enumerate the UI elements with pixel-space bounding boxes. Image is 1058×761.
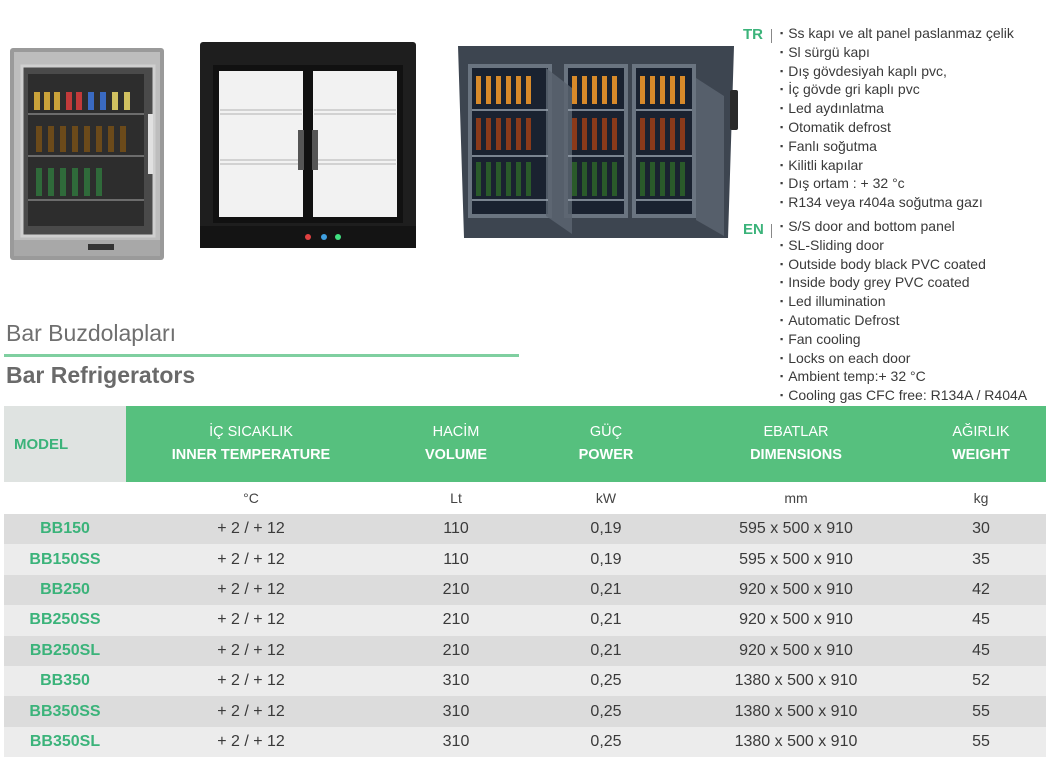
unit-row <box>4 482 1046 514</box>
weight-cell: 55 <box>916 696 1046 726</box>
table-row <box>4 575 1046 605</box>
table-row <box>4 666 1046 696</box>
temperature-cell: + 2 / + 12 <box>126 575 376 605</box>
column-header-weight <box>916 406 1046 482</box>
dimensions-cell: 1380 x 500 x 910 <box>676 696 916 726</box>
model-cell: BB150 <box>4 514 126 544</box>
temperature-cell: + 2 / + 12 <box>126 514 376 544</box>
tr-feature-item: ▪ Sl sürgü kapı <box>780 44 1014 63</box>
en-feature-item: ▪ Locks on each door <box>780 350 1027 369</box>
model-cell: BB250SS <box>4 605 126 635</box>
column-header-en: WEIGHT <box>952 447 1010 463</box>
temperature-cell: + 2 / + 12 <box>126 544 376 574</box>
tr-language-code: TR <box>743 26 763 43</box>
unit-cell: kg <box>916 482 1046 514</box>
unit-cell-empty <box>4 482 126 514</box>
column-header-tr: EBATLAR <box>763 424 829 440</box>
single-door-bar-fridge-image <box>8 44 166 262</box>
table-body <box>4 514 1046 757</box>
weight-cell: 45 <box>916 636 1046 666</box>
en-feature-item: ▪ Cooling gas CFC free: R134A / R404A <box>780 387 1027 406</box>
tr-feature-item: ▪ Kilitli kapılar <box>780 157 1014 176</box>
dimensions-cell: 1380 x 500 x 910 <box>676 727 916 757</box>
en-feature-item: ▪ Ambient temp:+ 32 °C <box>780 368 1027 387</box>
weight-cell: 42 <box>916 575 1046 605</box>
column-header-en: DIMENSIONS <box>750 447 842 463</box>
table-row <box>4 605 1046 635</box>
dimensions-cell: 920 x 500 x 910 <box>676 605 916 635</box>
tr-feature-item: ▪ İç gövde gri kaplı pvc <box>780 81 1014 100</box>
column-header-en: POWER <box>578 447 634 463</box>
en-feature-item: ▪ Led illumination <box>780 293 1027 312</box>
dimensions-cell: 920 x 500 x 910 <box>676 636 916 666</box>
dimensions-cell: 1380 x 500 x 910 <box>676 666 916 696</box>
model-cell: BB250 <box>4 575 126 605</box>
model-cell: BB150SS <box>4 544 126 574</box>
column-header-en: VOLUME <box>424 447 488 463</box>
unit-cell: mm <box>676 482 916 514</box>
tr-feature-list <box>780 25 1014 213</box>
en-feature-item: ▪ SL-Sliding door <box>780 237 1027 256</box>
en-language-code: EN <box>743 221 764 238</box>
page-title-en: Bar Refrigerators <box>6 362 196 388</box>
page-title-tr: Bar Buzdolapları <box>6 320 177 346</box>
power-cell: 0,21 <box>536 605 676 635</box>
triple-door-bar-fridge-image <box>448 38 744 242</box>
table-header-row <box>4 406 1046 482</box>
temperature-cell: + 2 / + 12 <box>126 666 376 696</box>
sliding-door-bar-fridge-image <box>198 40 418 250</box>
temperature-cell: + 2 / + 12 <box>126 636 376 666</box>
en-code-separator <box>771 224 772 238</box>
column-header-tr: İÇ SICAKLIK <box>209 424 293 440</box>
tr-feature-item: ▪ Dış ortam : + 32 °c <box>780 175 1014 194</box>
weight-cell: 35 <box>916 544 1046 574</box>
volume-cell: 310 <box>376 727 536 757</box>
volume-cell: 310 <box>376 696 536 726</box>
power-cell: 0,25 <box>536 696 676 726</box>
column-header-model: MODEL <box>4 406 126 482</box>
title-divider <box>4 354 519 357</box>
power-cell: 0,19 <box>536 514 676 544</box>
table-row <box>4 514 1046 544</box>
column-header-tr: GÜÇ <box>589 424 623 440</box>
temperature-cell: + 2 / + 12 <box>126 696 376 726</box>
model-cell: BB350SL <box>4 727 126 757</box>
temperature-cell: + 2 / + 12 <box>126 605 376 635</box>
temperature-cell: + 2 / + 12 <box>126 727 376 757</box>
column-header-power <box>536 406 676 482</box>
column-header-volume <box>376 406 536 482</box>
column-header-tr: HACİM <box>432 424 480 440</box>
tr-feature-item: ▪ Led aydınlatma <box>780 100 1014 119</box>
power-cell: 0,21 <box>536 636 676 666</box>
power-cell: 0,25 <box>536 666 676 696</box>
en-feature-item: ▪ Outside body black PVC coated <box>780 256 1027 275</box>
weight-cell: 30 <box>916 514 1046 544</box>
power-cell: 0,19 <box>536 544 676 574</box>
unit-cell: Lt <box>376 482 536 514</box>
model-cell: BB250SL <box>4 636 126 666</box>
table-row <box>4 636 1046 666</box>
volume-cell: 210 <box>376 605 536 635</box>
tr-feature-item: ▪ Ss kapı ve alt panel paslanmaz çelik <box>780 25 1014 44</box>
power-cell: 0,21 <box>536 575 676 605</box>
weight-cell: 45 <box>916 605 1046 635</box>
dimensions-cell: 595 x 500 x 910 <box>676 544 916 574</box>
tr-feature-item: ▪ Fanlı soğutma <box>780 138 1014 157</box>
volume-cell: 110 <box>376 514 536 544</box>
volume-cell: 210 <box>376 636 536 666</box>
tr-feature-item: ▪ R134 veya r404a soğutma gazı <box>780 194 1014 213</box>
en-feature-item: ▪ Fan cooling <box>780 331 1027 350</box>
unit-cell: kW <box>536 482 676 514</box>
unit-cell: °C <box>126 482 376 514</box>
weight-cell: 55 <box>916 727 1046 757</box>
column-header-en: INNER TEMPERATURE <box>171 447 331 463</box>
en-feature-item: ▪ Automatic Defrost <box>780 312 1027 331</box>
dimensions-cell: 920 x 500 x 910 <box>676 575 916 605</box>
tr-code-separator <box>771 29 772 43</box>
spec-table <box>4 406 1046 757</box>
power-cell: 0,25 <box>536 727 676 757</box>
volume-cell: 310 <box>376 666 536 696</box>
table-row <box>4 544 1046 574</box>
model-cell: BB350SS <box>4 696 126 726</box>
tr-feature-item: ▪ Otomatik defrost <box>780 119 1014 138</box>
weight-cell: 52 <box>916 666 1046 696</box>
tr-feature-item: ▪ Dış gövdesiyah kaplı pvc, <box>780 63 1014 82</box>
column-header-inner-temperature <box>126 406 376 482</box>
column-header-tr: AĞIRLIK <box>952 424 1010 440</box>
model-cell: BB350 <box>4 666 126 696</box>
en-feature-item: ▪ Inside body grey PVC coated <box>780 274 1027 293</box>
volume-cell: 210 <box>376 575 536 605</box>
column-header-dimensions <box>676 406 916 482</box>
dimensions-cell: 595 x 500 x 910 <box>676 514 916 544</box>
en-feature-list <box>780 218 1027 406</box>
volume-cell: 110 <box>376 544 536 574</box>
table-row <box>4 696 1046 726</box>
en-feature-item: ▪ S/S door and bottom panel <box>780 218 1027 237</box>
table-row <box>4 727 1046 757</box>
